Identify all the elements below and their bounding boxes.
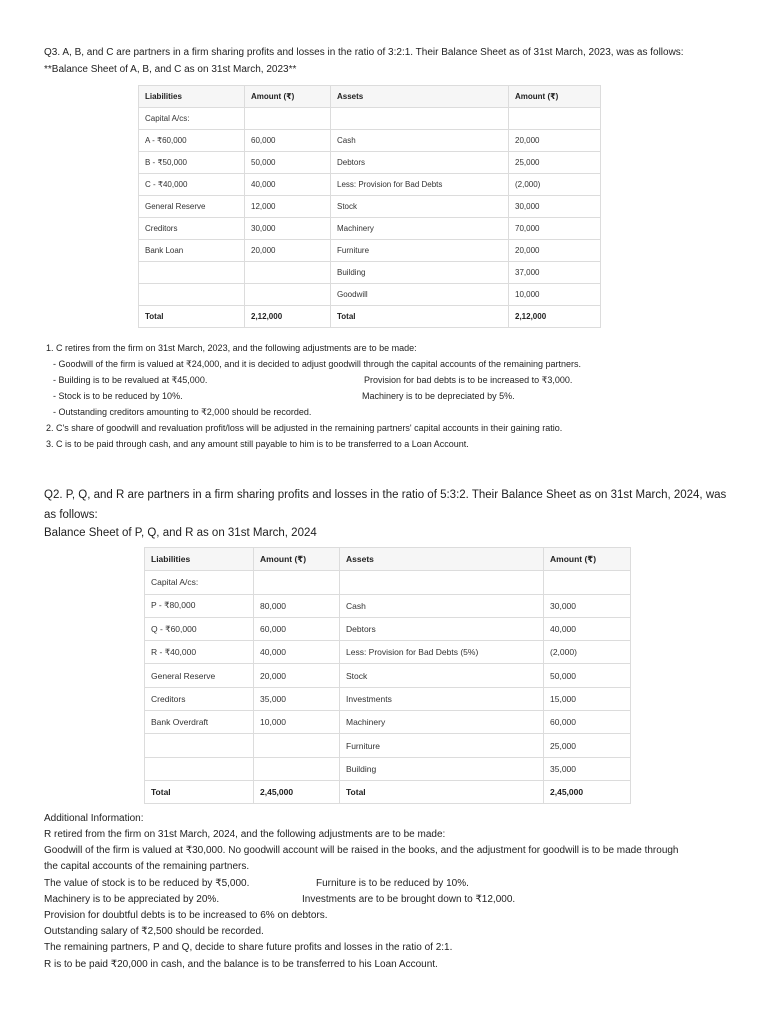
q2-note: Outstanding salary of ₹2,500 should be recorded. xyxy=(44,926,264,937)
table-row xyxy=(139,284,601,306)
cell: Debtors xyxy=(331,152,509,174)
q2-note: Additional Information: xyxy=(44,813,144,824)
cell: (2,000) xyxy=(544,641,631,664)
table-row xyxy=(145,617,631,640)
cell: 30,000 xyxy=(245,218,331,240)
cell: 37,000 xyxy=(509,262,601,284)
header-amount: Amount (₹) xyxy=(509,86,601,108)
cell: 40,000 xyxy=(245,174,331,196)
cell: Bank Overdraft xyxy=(145,711,254,734)
cell: 50,000 xyxy=(245,152,331,174)
cell: Total xyxy=(145,780,254,803)
table-row xyxy=(145,664,631,687)
cell: 20,000 xyxy=(509,240,601,262)
q2-note: The remaining partners, P and Q, decide to share future profits and losses in the ratio of 2:1. xyxy=(44,942,453,953)
q3-note: - Building is to be revalued at ₹45,000. xyxy=(53,375,208,385)
cell: R - ₹40,000 xyxy=(145,641,254,664)
cell: Investments xyxy=(340,687,544,710)
cell: 35,000 xyxy=(254,687,340,710)
cell: 30,000 xyxy=(509,196,601,218)
q2-intro: Q2. P, Q, and R are partners in a firm sharing profits and losses in the ratio of 5:3:2. Their Balance Sheet as on 31st March, 2024, was xyxy=(44,489,727,501)
cell: C - ₹40,000 xyxy=(139,174,245,196)
q2-note: R is to be paid ₹20,000 in cash, and the balance is to be transferred to his Loan Account. xyxy=(44,959,438,970)
cell: Total xyxy=(331,306,509,328)
q3-note: 1. C retires from the firm on 31st March, 2023, and the following adjustments are to be made: xyxy=(46,343,417,353)
q2-note: Machinery is to be appreciated by 20%. xyxy=(44,894,220,905)
cell: Cash xyxy=(340,594,544,617)
cell: General Reserve xyxy=(139,196,245,218)
q3-note: - Goodwill of the firm is valued at ₹24,000, and it is decided to adjust goodwill through the capital accounts of the remaining partners. xyxy=(53,359,582,369)
cell: 12,000 xyxy=(245,196,331,218)
q2-subtitle: Balance Sheet of P, Q, and R as on 31st March, 2024 xyxy=(44,527,317,539)
total-row xyxy=(145,780,631,803)
cell: Capital A/cs: xyxy=(145,571,254,594)
table-row xyxy=(139,218,601,240)
cell: Capital A/cs: xyxy=(139,108,245,130)
table-row xyxy=(145,734,631,757)
q3-note: Provision for bad debts is to be increased to ₹3,000. xyxy=(364,375,573,385)
cell: Total xyxy=(340,780,544,803)
q2-balance-sheet xyxy=(144,547,631,804)
cell: B - ₹50,000 xyxy=(139,152,245,174)
cell: 20,000 xyxy=(254,664,340,687)
cell xyxy=(340,571,544,594)
cell xyxy=(254,757,340,780)
cell: 10,000 xyxy=(254,711,340,734)
cell: 60,000 xyxy=(254,617,340,640)
table-row xyxy=(145,711,631,734)
q2-note: Furniture is to be reduced by 10%. xyxy=(316,878,469,889)
q2-note: The value of stock is to be reduced by ₹5,000. xyxy=(44,878,250,889)
header-liabilities: Liabilities xyxy=(139,86,245,108)
cell: Total xyxy=(139,306,245,328)
cell: 30,000 xyxy=(544,594,631,617)
cell: Machinery xyxy=(331,218,509,240)
header-amount: Amount (₹) xyxy=(245,86,331,108)
q3-note: 3. C is to be paid through cash, and any amount still payable to him is to be transferred to a Loan Account. xyxy=(46,439,469,449)
cell: 35,000 xyxy=(544,757,631,780)
table-row xyxy=(145,757,631,780)
cell xyxy=(245,262,331,284)
cell: Stock xyxy=(331,196,509,218)
q3-note: - Stock is to be reduced by 10%. xyxy=(53,391,183,401)
cell: Bank Loan xyxy=(139,240,245,262)
total-row xyxy=(139,306,601,328)
cell: Less: Provision for Bad Debts (5%) xyxy=(340,641,544,664)
table-row xyxy=(139,240,601,262)
table-row xyxy=(139,152,601,174)
cell: A - ₹60,000 xyxy=(139,130,245,152)
cell: 40,000 xyxy=(544,617,631,640)
cell: Q - ₹60,000 xyxy=(145,617,254,640)
table-header-row xyxy=(139,86,601,108)
header-amount: Amount (₹) xyxy=(544,548,631,571)
cell: Furniture xyxy=(331,240,509,262)
cell: 60,000 xyxy=(245,130,331,152)
cell: 25,000 xyxy=(509,152,601,174)
table-row xyxy=(145,687,631,710)
cell xyxy=(254,571,340,594)
cell: 50,000 xyxy=(544,664,631,687)
cell: Debtors xyxy=(340,617,544,640)
table-row xyxy=(139,196,601,218)
cell xyxy=(245,284,331,306)
q3-note: 2. C's share of goodwill and revaluation profit/loss will be adjusted in the remaining partners' capital accounts in their gaining ratio. xyxy=(46,423,563,433)
cell: 20,000 xyxy=(245,240,331,262)
q3-note: Machinery is to be depreciated by 5%. xyxy=(362,391,515,401)
header-amount: Amount (₹) xyxy=(254,548,340,571)
header-liabilities: Liabilities xyxy=(145,548,254,571)
cell: 60,000 xyxy=(544,711,631,734)
q3-intro: Q3. A, B, and C are partners in a firm sharing profits and losses in the ratio of 3:2:1. Their Balance Sheet as of 31st March, 2023, was as follows: xyxy=(44,47,684,58)
table-row xyxy=(139,130,601,152)
q2-note: Goodwill of the firm is valued at ₹30,000. No goodwill account will be raised in the books, and the adjustment for goodwill is to be made through xyxy=(44,845,679,856)
cell: 2,45,000 xyxy=(544,780,631,803)
table-row xyxy=(145,571,631,594)
cell xyxy=(139,262,245,284)
cell: 2,12,000 xyxy=(509,306,601,328)
cell: Machinery xyxy=(340,711,544,734)
cell: General Reserve xyxy=(145,664,254,687)
cell xyxy=(509,108,601,130)
table-row xyxy=(139,108,601,130)
cell xyxy=(145,734,254,757)
q2-note: Provision for doubtful debts is to be increased to 6% on debtors. xyxy=(44,910,328,921)
cell: (2,000) xyxy=(509,174,601,196)
cell: Cash xyxy=(331,130,509,152)
cell: 10,000 xyxy=(509,284,601,306)
cell xyxy=(544,571,631,594)
q2-note: R retired from the firm on 31st March, 2024, and the following adjustments are to be made: xyxy=(44,829,446,840)
q3-note: - Outstanding creditors amounting to ₹2,000 should be recorded. xyxy=(53,407,312,417)
cell: Furniture xyxy=(340,734,544,757)
cell xyxy=(139,284,245,306)
header-assets: Assets xyxy=(331,86,509,108)
cell: Creditors xyxy=(145,687,254,710)
table-row xyxy=(139,262,601,284)
cell xyxy=(254,734,340,757)
table-row xyxy=(145,594,631,617)
cell: 40,000 xyxy=(254,641,340,664)
cell: Less: Provision for Bad Debts xyxy=(331,174,509,196)
q2-intro-continued: as follows: xyxy=(44,509,98,521)
cell: 80,000 xyxy=(254,594,340,617)
cell: Building xyxy=(331,262,509,284)
cell xyxy=(245,108,331,130)
cell: 70,000 xyxy=(509,218,601,240)
table-header-row xyxy=(145,548,631,571)
cell: P - ₹80,000 xyxy=(145,594,254,617)
header-assets: Assets xyxy=(340,548,544,571)
table-row xyxy=(139,174,601,196)
cell xyxy=(145,757,254,780)
cell: Creditors xyxy=(139,218,245,240)
cell: 15,000 xyxy=(544,687,631,710)
cell xyxy=(331,108,509,130)
q2-note: Investments are to be brought down to ₹12,000. xyxy=(302,894,516,905)
cell: 2,45,000 xyxy=(254,780,340,803)
cell: 25,000 xyxy=(544,734,631,757)
cell: 2,12,000 xyxy=(245,306,331,328)
q3-subtitle: **Balance Sheet of A, B, and C as on 31st March, 2023** xyxy=(44,64,297,75)
q2-note: the capital accounts of the remaining partners. xyxy=(44,861,250,872)
cell: 20,000 xyxy=(509,130,601,152)
cell: Goodwill xyxy=(331,284,509,306)
cell: Building xyxy=(340,757,544,780)
table-row xyxy=(145,641,631,664)
cell: Stock xyxy=(340,664,544,687)
q3-balance-sheet xyxy=(138,85,601,328)
